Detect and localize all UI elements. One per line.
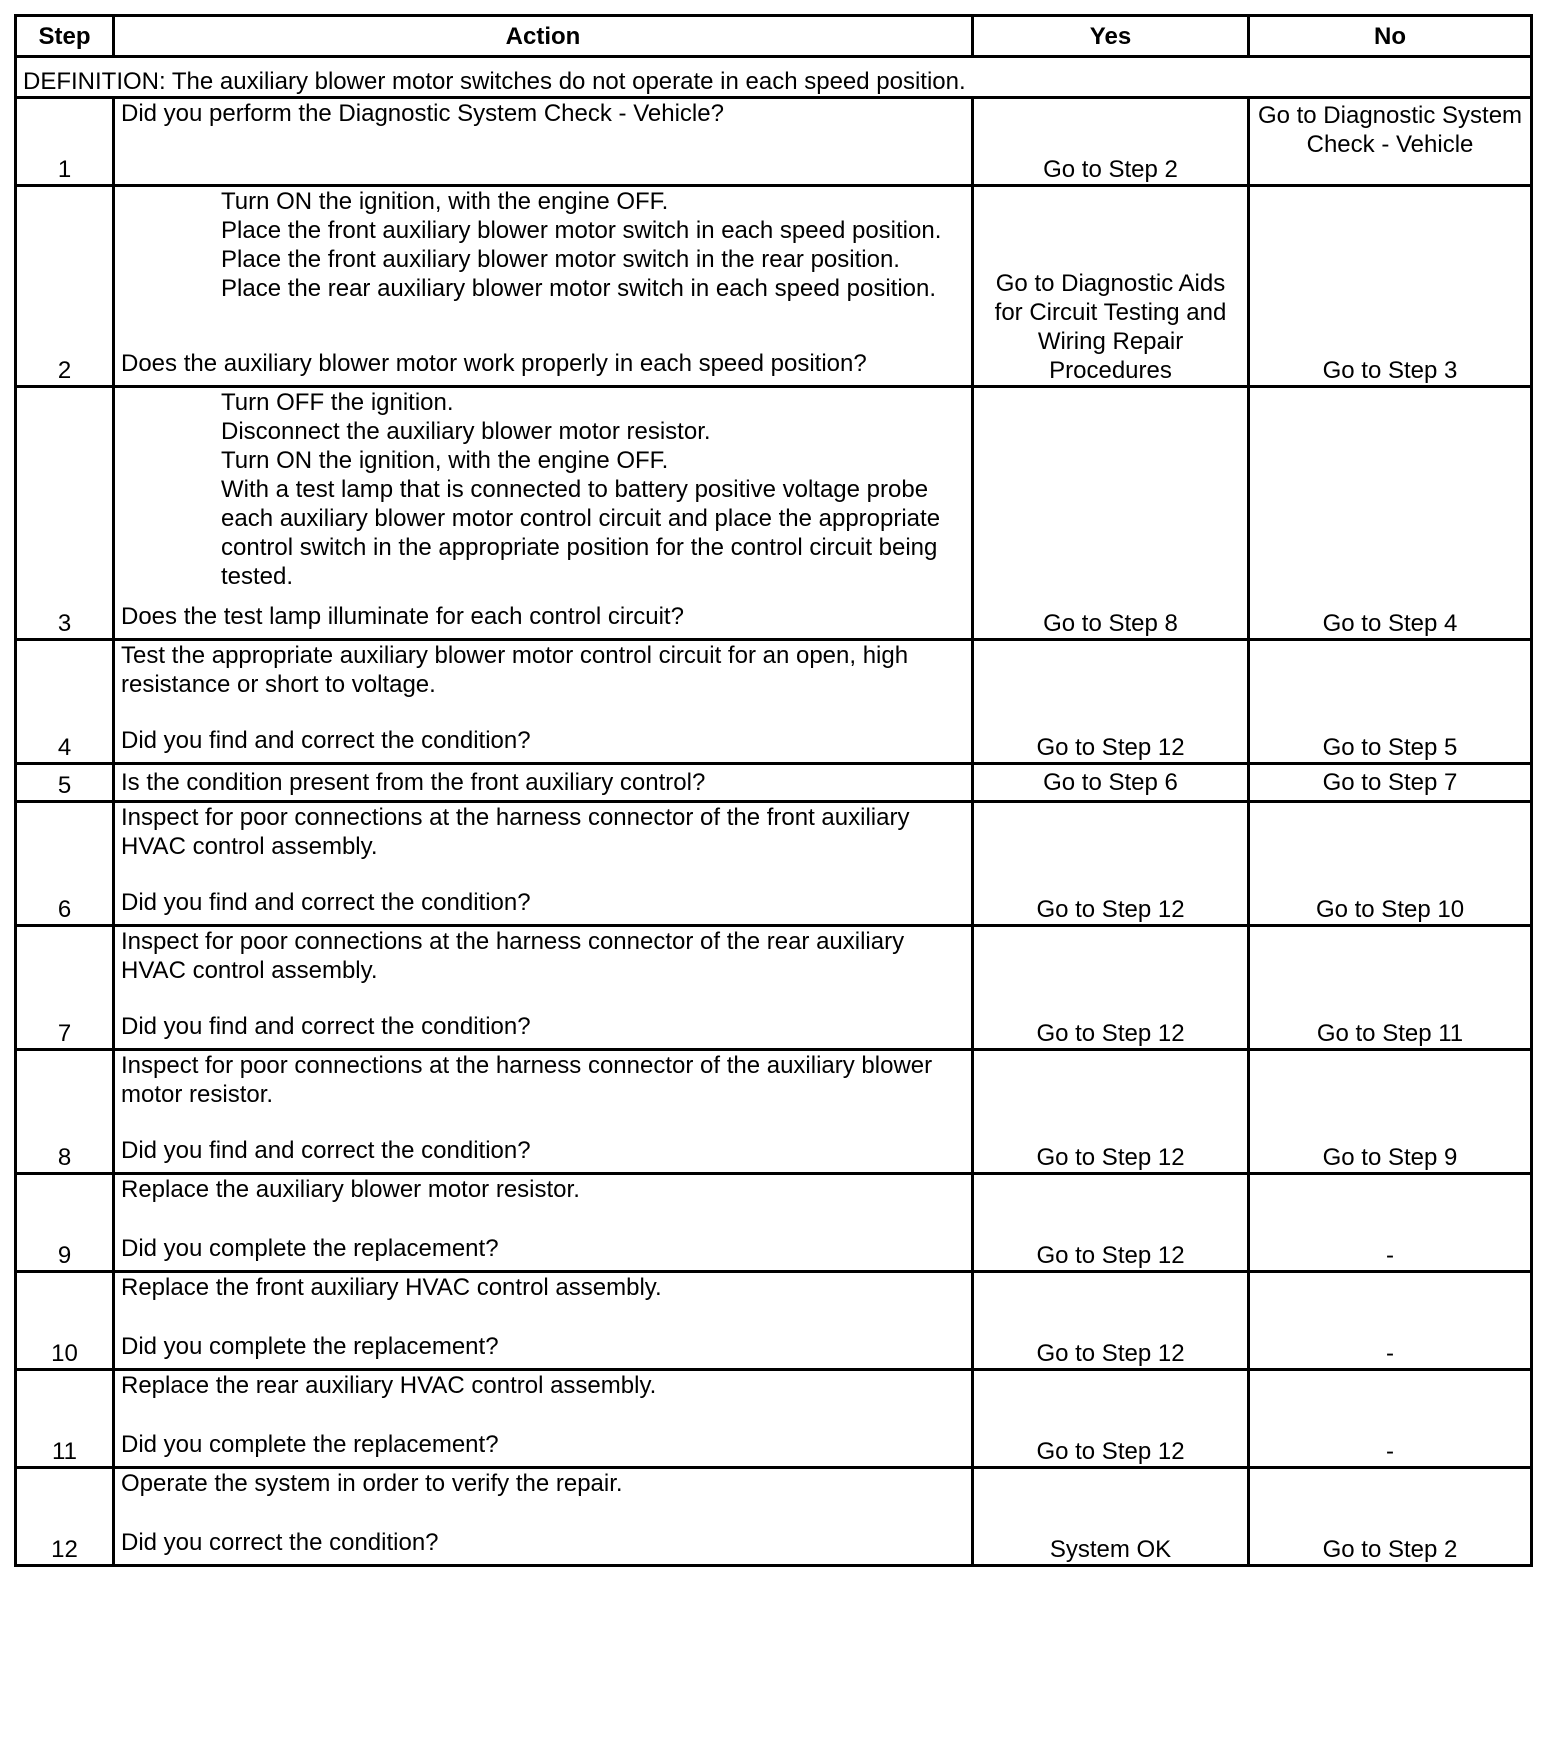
- no-result: -: [1249, 1174, 1532, 1272]
- yes-result: Go to Step 12: [973, 802, 1249, 926]
- action-text: Inspect for poor connections at the harness connector of the auxiliary blower motor resistor.: [121, 1052, 933, 1108]
- table-row: [16, 1050, 1532, 1174]
- action-cell: [114, 1272, 973, 1370]
- step-number: 12: [16, 1468, 114, 1566]
- table-row: [16, 1468, 1532, 1566]
- action-cell: [114, 764, 973, 802]
- action-text: Did you perform the Diagnostic System Check - Vehicle?: [121, 100, 724, 127]
- yes-result: Go to Step 6: [973, 764, 1249, 802]
- step-number: 5: [16, 764, 114, 802]
- action-cell: [114, 186, 973, 387]
- action-item: Place the rear auxiliary blower motor switch in each speed position.: [221, 275, 937, 302]
- action-question: Did you complete the replacement?: [121, 1431, 499, 1458]
- table-row: [16, 1272, 1532, 1370]
- yes-result: Go to Step 12: [973, 640, 1249, 764]
- step-number: 2: [16, 186, 114, 387]
- action-question: Did you complete the replacement?: [121, 1235, 499, 1262]
- action-text: Inspect for poor connections at the harness connector of the front auxiliary HVAC control assembly.: [121, 804, 910, 860]
- action-question: Did you find and correct the condition?: [121, 889, 531, 916]
- step-number: 7: [16, 926, 114, 1050]
- action-item: Turn ON the ignition, with the engine OFF.: [221, 447, 669, 474]
- yes-result: Go to Diagnostic Aids for Circuit Testing and Wiring Repair Procedures: [973, 186, 1249, 387]
- table-row: [16, 1174, 1532, 1272]
- action-cell: [114, 1174, 973, 1272]
- yes-result: Go to Step 12: [973, 1272, 1249, 1370]
- step-number: 4: [16, 640, 114, 764]
- table-row: [16, 640, 1532, 764]
- no-result: Go to Step 5: [1249, 640, 1532, 764]
- step-number: 3: [16, 387, 114, 640]
- action-question: Does the auxiliary blower motor work properly in each speed position?: [121, 350, 867, 377]
- action-cell: [114, 802, 973, 926]
- header-action: Action: [114, 16, 973, 57]
- table-row: [16, 1370, 1532, 1468]
- action-cell: [114, 640, 973, 764]
- yes-result: Go to Step 12: [973, 926, 1249, 1050]
- action-cell: [114, 1370, 973, 1468]
- step-number: 6: [16, 802, 114, 926]
- table-row: [16, 802, 1532, 926]
- yes-result: Go to Step 12: [973, 1050, 1249, 1174]
- definition-text: DEFINITION: The auxiliary blower motor switches do not operate in each speed position.: [16, 57, 1532, 98]
- table-row: [16, 764, 1532, 802]
- no-result: -: [1249, 1272, 1532, 1370]
- table-row: [16, 387, 1532, 640]
- action-item: Place the front auxiliary blower motor switch in each speed position.: [221, 217, 942, 244]
- action-cell: [114, 1050, 973, 1174]
- action-text: Test the appropriate auxiliary blower motor control circuit for an open, high resistance or short to voltage.: [121, 642, 909, 698]
- no-result: Go to Step 3: [1249, 186, 1532, 387]
- no-result: Go to Step 9: [1249, 1050, 1532, 1174]
- no-result: Go to Step 10: [1249, 802, 1532, 926]
- yes-result: Go to Step 2: [973, 98, 1249, 186]
- action-cell: [114, 926, 973, 1050]
- header-no: No: [1249, 16, 1532, 57]
- header-row: [16, 16, 1532, 57]
- no-result: Go to Step 4: [1249, 387, 1532, 640]
- action-item: Turn ON the ignition, with the engine OFF.: [221, 188, 669, 215]
- yes-result: Go to Step 12: [973, 1370, 1249, 1468]
- action-question: Did you correct the condition?: [121, 1529, 439, 1556]
- table-row: [16, 186, 1532, 387]
- action-cell: [114, 98, 973, 186]
- action-question: Did you find and correct the condition?: [121, 1013, 531, 1040]
- definition-row: [16, 57, 1532, 98]
- step-number: 10: [16, 1272, 114, 1370]
- step-number: 11: [16, 1370, 114, 1468]
- action-item: Disconnect the auxiliary blower motor resistor.: [221, 418, 711, 445]
- action-text: Operate the system in order to verify the repair.: [121, 1470, 623, 1497]
- action-item: With a test lamp that is connected to battery positive voltage probe each auxiliary blower motor control circuit and place the appropriate control switch in the appropriate position for the control circuit being tested.: [221, 476, 941, 590]
- action-text: Replace the auxiliary blower motor resistor.: [121, 1176, 580, 1203]
- step-number: 1: [16, 98, 114, 186]
- yes-result: System OK: [973, 1468, 1249, 1566]
- diagnostic-table: [14, 14, 1533, 1567]
- action-text: Replace the front auxiliary HVAC control assembly.: [121, 1274, 662, 1301]
- action-cell: [114, 1468, 973, 1566]
- no-result: Go to Diagnostic System Check - Vehicle: [1249, 98, 1532, 186]
- action-question: Did you complete the replacement?: [121, 1333, 499, 1360]
- table-row: [16, 926, 1532, 1050]
- action-text: Replace the rear auxiliary HVAC control assembly.: [121, 1372, 657, 1399]
- no-result: Go to Step 2: [1249, 1468, 1532, 1566]
- action-item: Turn OFF the ignition.: [221, 389, 454, 416]
- header-yes: Yes: [973, 16, 1249, 57]
- yes-result: Go to Step 12: [973, 1174, 1249, 1272]
- step-number: 9: [16, 1174, 114, 1272]
- action-question: Does the test lamp illuminate for each control circuit?: [121, 603, 684, 630]
- action-text: Inspect for poor connections at the harness connector of the rear auxiliary HVAC control assembly.: [121, 928, 905, 984]
- step-number: 8: [16, 1050, 114, 1174]
- no-result: -: [1249, 1370, 1532, 1468]
- action-question: Did you find and correct the condition?: [121, 727, 531, 754]
- action-text: Is the condition present from the front auxiliary control?: [121, 769, 706, 796]
- action-item: Place the front auxiliary blower motor switch in the rear position.: [221, 246, 900, 273]
- no-result: Go to Step 11: [1249, 926, 1532, 1050]
- action-cell: [114, 387, 973, 640]
- yes-result: Go to Step 8: [973, 387, 1249, 640]
- action-question: Did you find and correct the condition?: [121, 1137, 531, 1164]
- table-row: [16, 98, 1532, 186]
- no-result: Go to Step 7: [1249, 764, 1532, 802]
- header-step: Step: [16, 16, 114, 57]
